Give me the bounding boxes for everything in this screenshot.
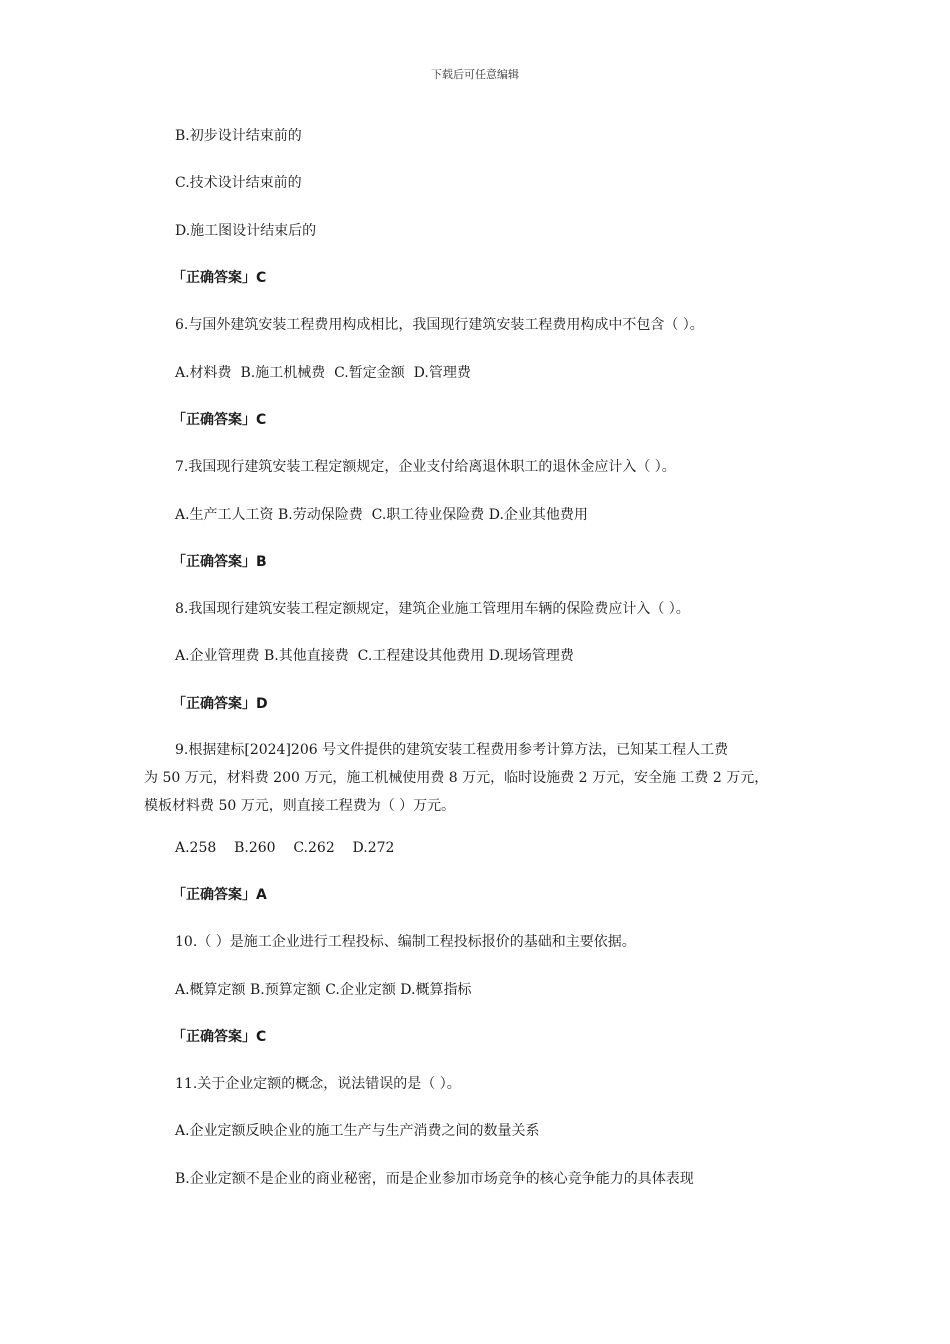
question-line: 10.（ ）是施工企业进行工程投标、编制工程投标报价的基础和主要依据。	[175, 934, 636, 950]
option-line: A.258 B.260 C.262 D.272	[175, 840, 395, 856]
option-line: A.材料费 B.施工机械费 C.暂定金额 D.管理费	[175, 365, 471, 381]
answer-line: 「正确答案」A	[172, 887, 267, 903]
question-paragraph	[144, 736, 844, 820]
option-line: A.生产工人工资 B.劳动保险费 C.职工待业保险费 D.企业其他费用	[175, 507, 588, 523]
option-line: D.施工图设计结束后的	[175, 223, 317, 239]
question-line: 模板材料费 50 万元，则直接工程费为（ ）万元。	[144, 798, 456, 814]
question-line: 6.与国外建筑安装工程费用构成相比，我国现行建筑安装工程费用构成中不包含（ ）。	[175, 317, 704, 333]
answer-line: 「正确答案」C	[172, 412, 267, 428]
question-line: 11.关于企业定额的概念，说法错误的是（ ）。	[175, 1076, 461, 1092]
option-line: C.技术设计结束前的	[175, 175, 302, 191]
option-line: B.企业定额不是企业的商业秘密，而是企业参加市场竞争的核心竞争能力的具体表现	[175, 1171, 694, 1187]
answer-line: 「正确答案」C	[172, 270, 267, 286]
option-line: A.企业管理费 B.其他直接费 C.工程建设其他费用 D.现场管理费	[175, 648, 574, 664]
answer-line: 「正确答案」C	[172, 1029, 267, 1045]
option-line: A.概算定额 B.预算定额 C.企业定额 D.概算指标	[175, 982, 472, 998]
option-line: B.初步设计结束前的	[175, 128, 302, 144]
option-line: A.企业定额反映企业的施工生产与生产消费之间的数量关系	[175, 1123, 540, 1139]
question-line: 7.我国现行建筑安装工程定额规定，企业支付给离退休职工的退休金应计入（ ）。	[175, 459, 676, 475]
answer-line: 「正确答案」B	[172, 554, 267, 570]
page-header: 下载后可任意编辑	[431, 68, 519, 81]
answer-line: 「正确答案」D	[172, 696, 268, 712]
question-line: 9.根据建标[2024]206 号文件提供的建筑安装工程费用参考计算方法，已知某工程人工费	[175, 742, 729, 758]
question-line: 为 50 万元，材料费 200 万元，施工机械使用费 8 万元，临时设施费 2 万元，安全施 工费 2 万元，	[144, 770, 769, 786]
question-line: 8.我国现行建筑安装工程定额规定，建筑企业施工管理用车辆的保险费应计入（ ）。	[175, 601, 690, 617]
